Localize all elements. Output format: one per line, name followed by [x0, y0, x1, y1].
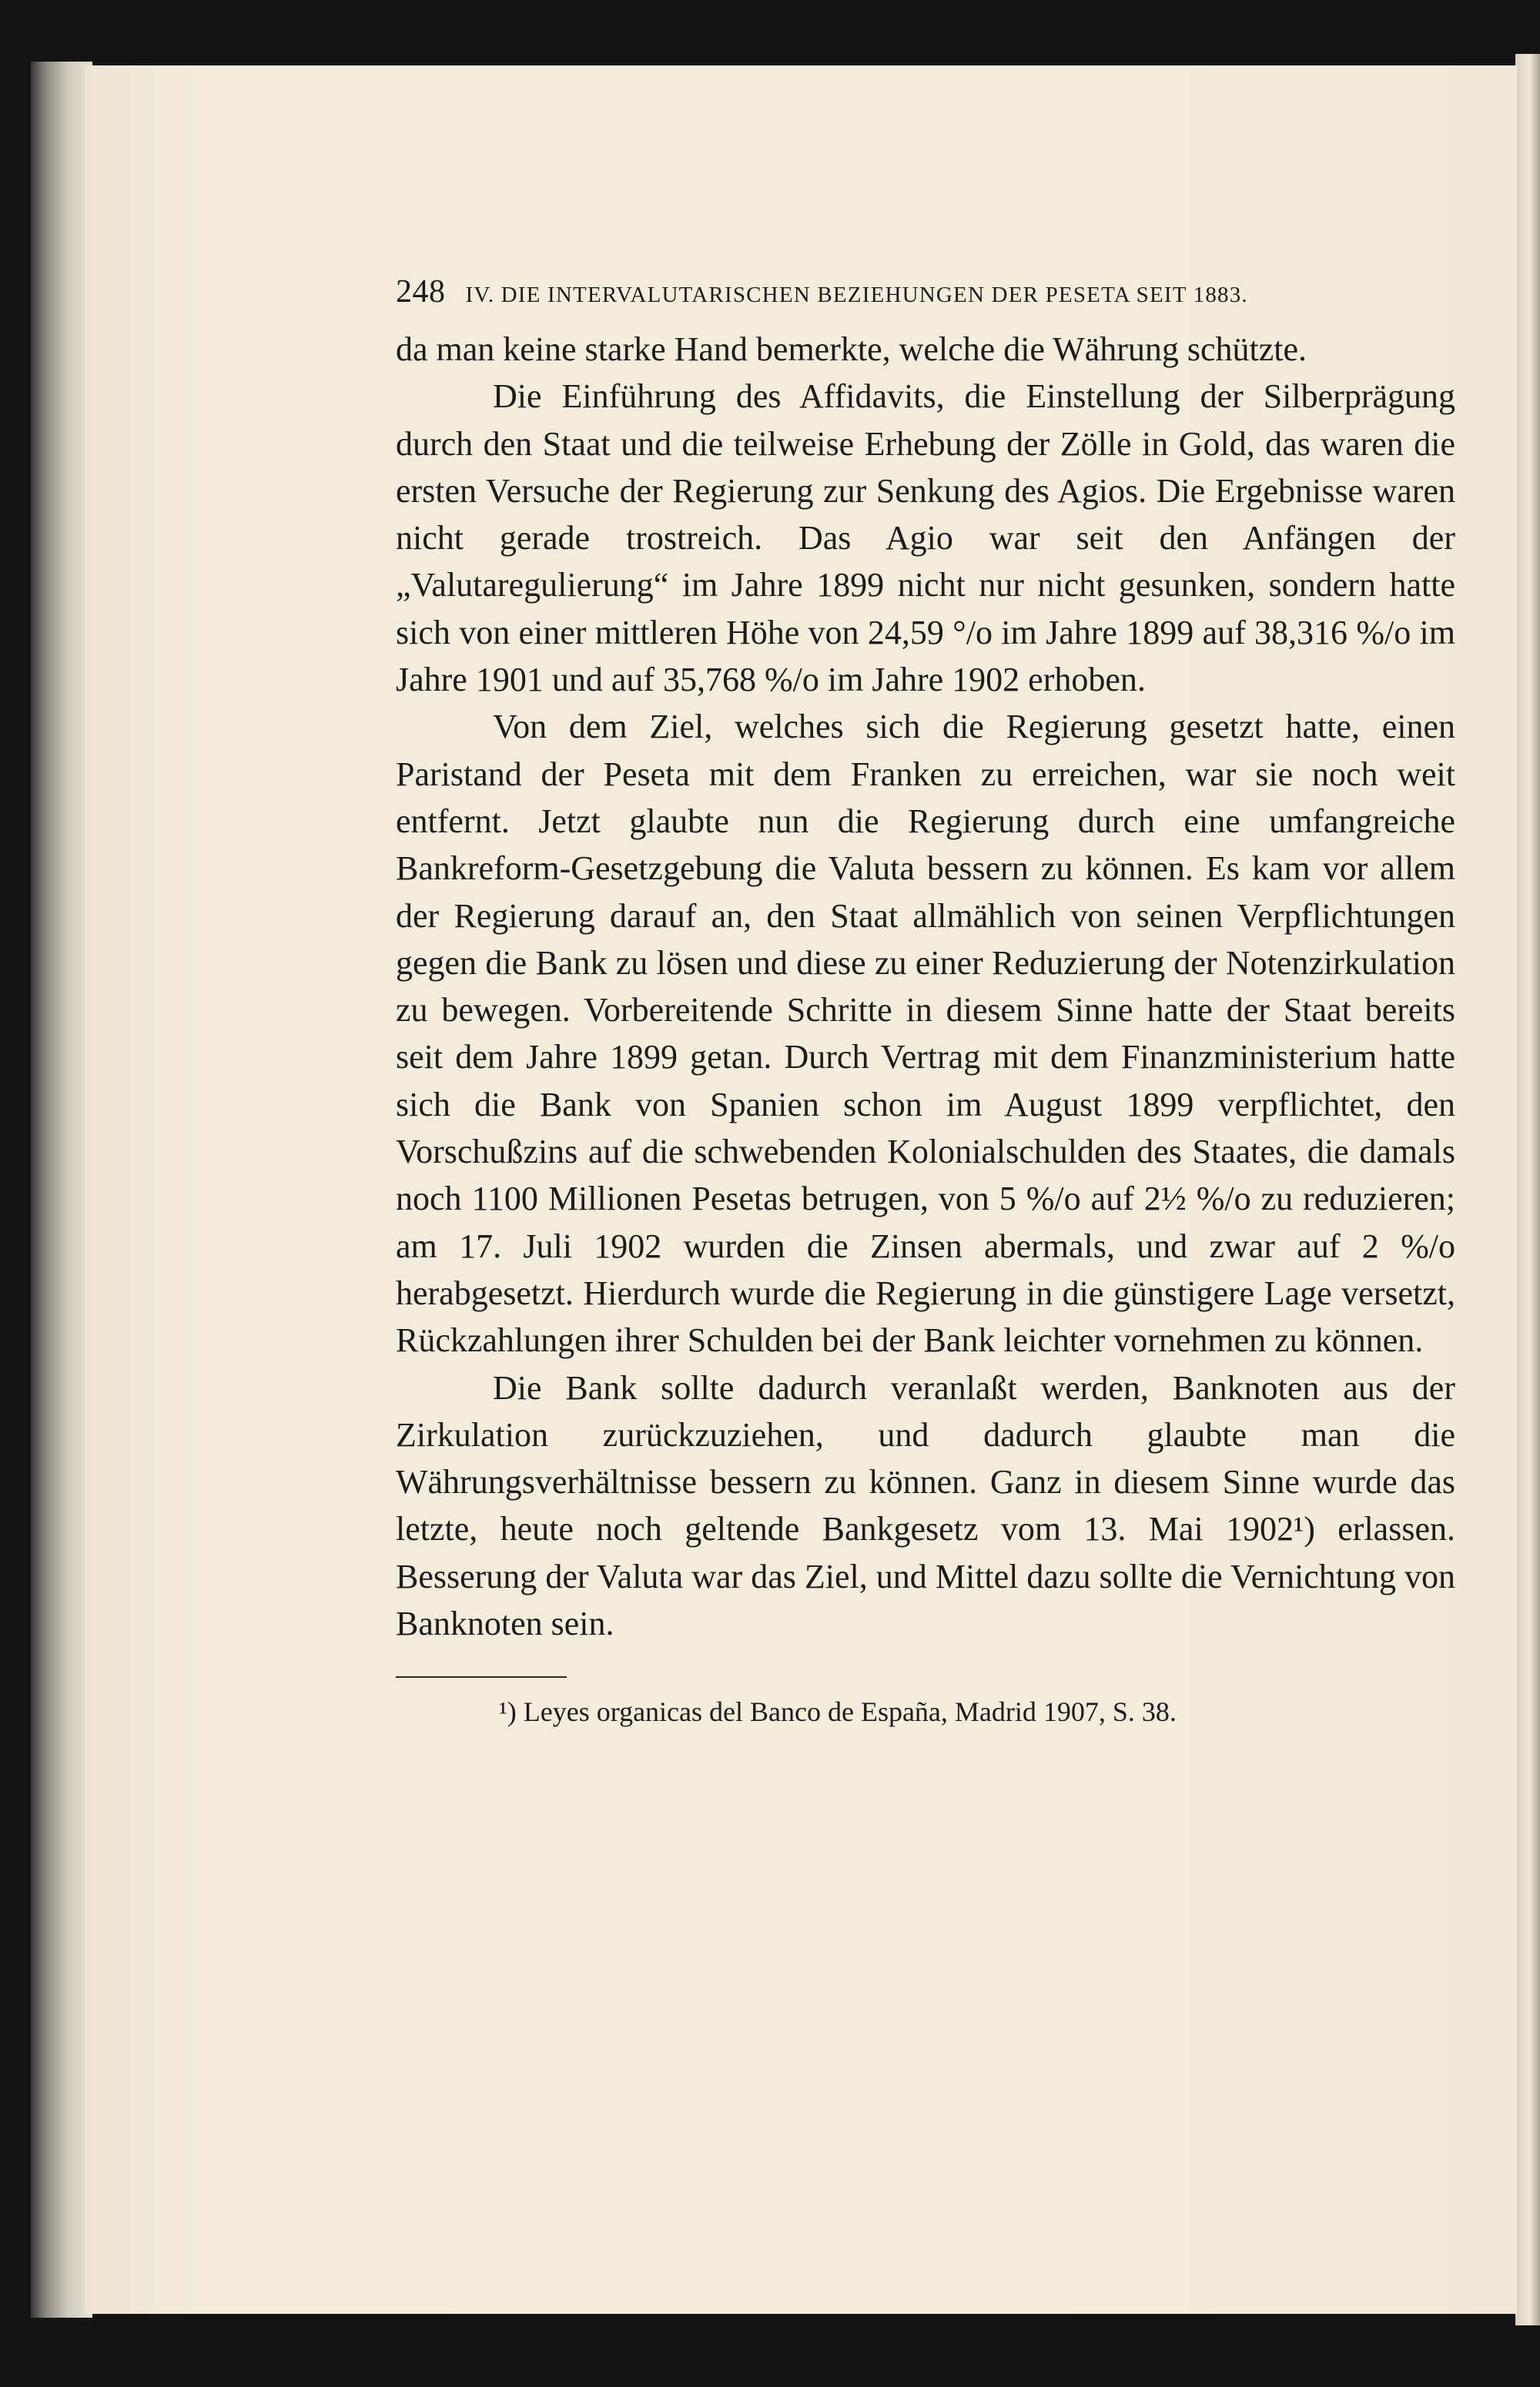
chapter-title: IV. DIE INTERVALUTARISCHEN BEZIEHUNGEN DER PESETA SEIT 1883. — [465, 283, 1248, 307]
footnote-1: ¹) Leyes organicas del Banco de España, Madrid 1907, S. 38. — [499, 1696, 1177, 1728]
running-head — [396, 273, 1455, 320]
body-text — [396, 326, 1455, 1647]
paragraph-3: Von dem Ziel, welches sich die Regierung gesetzt hatte, einen Paristand der Peseta mit dem Franken zu erreichen, war sie noch weit entfernt. Jetzt glaubte nun die Regierung durch eine umfangreiche Bankreform-Gesetzgebung die Valuta bessern zu können. Es kam vor allem der Regierung darauf an, den Staat allmählich von seinen Verpflichtungen gegen die Bank zu lösen und diese zu einer Reduzierung der Notenzirkulation zu bewegen. Vorbereitende Schritte in diesem Sinne hatte der Staat bereits seit dem Jahre 1899 getan. Durch Vertrag mit dem Finanzministerium hatte sich die Bank von Spanien schon im August 1899 verpflichtet, den Vorschußzins auf die schwebenden Kolonialschulden des Staates, die damals noch 1100 Millionen Pesetas betrugen, von 5 %/o auf 2½ %/o zu reduzieren; am 17. Juli 1902 wurden die Zinsen abermals, und zwar auf 2 %/o herabgesetzt. Hierdurch wurde die Regierung in die günstigere Lage versetzt, Rückzahlungen ihrer Schulden bei der Bank leichter vornehmen zu können. — [396, 708, 1455, 1360]
text-block — [396, 273, 1455, 1730]
page-right-edge — [1515, 54, 1540, 2325]
paragraph-4: Die Bank sollte dadurch veranlaßt werden, Banknoten aus der Zirkulation zurückzuziehen, und dadurch glaubte man die Währungsverhältnisse bessern zu können. Ganz in diesem Sinne wurde das letzte, heute noch geltende Bankgesetz vom 13. Mai 1902¹) erlassen. Besserung der Valuta war das Ziel, und Mittel dazu sollte die Vernichtung von Banknoten sein. — [396, 1368, 1455, 1643]
page-number: 248 — [396, 274, 446, 310]
paragraph-1: da man keine starke Hand bemerkte, welche die Währung schützte. — [396, 330, 1307, 368]
footnote-rule — [396, 1676, 567, 1678]
paragraph-2: Die Einführung des Affidavits, die Einstellung der Silberprägung durch den Staat und die teilweise Erhebung der Zölle in Gold, das waren die ersten Versuche der Regierung zur Senkung des Agios. Die Ergebnisse waren nicht gerade trostreich. Das Agio war seit den Anfängen der „Valutaregulierung“ im Jahre 1899 nicht nur nicht gesunken, sondern hatte sich von einer mittleren Höhe von 24,59 °/o im Jahre 1899 auf 38,316 %/o im Jahre 1901 und auf 35,768 %/o im Jahre 1902 erhoben. — [396, 377, 1455, 699]
book-spine-edge — [31, 62, 92, 2318]
